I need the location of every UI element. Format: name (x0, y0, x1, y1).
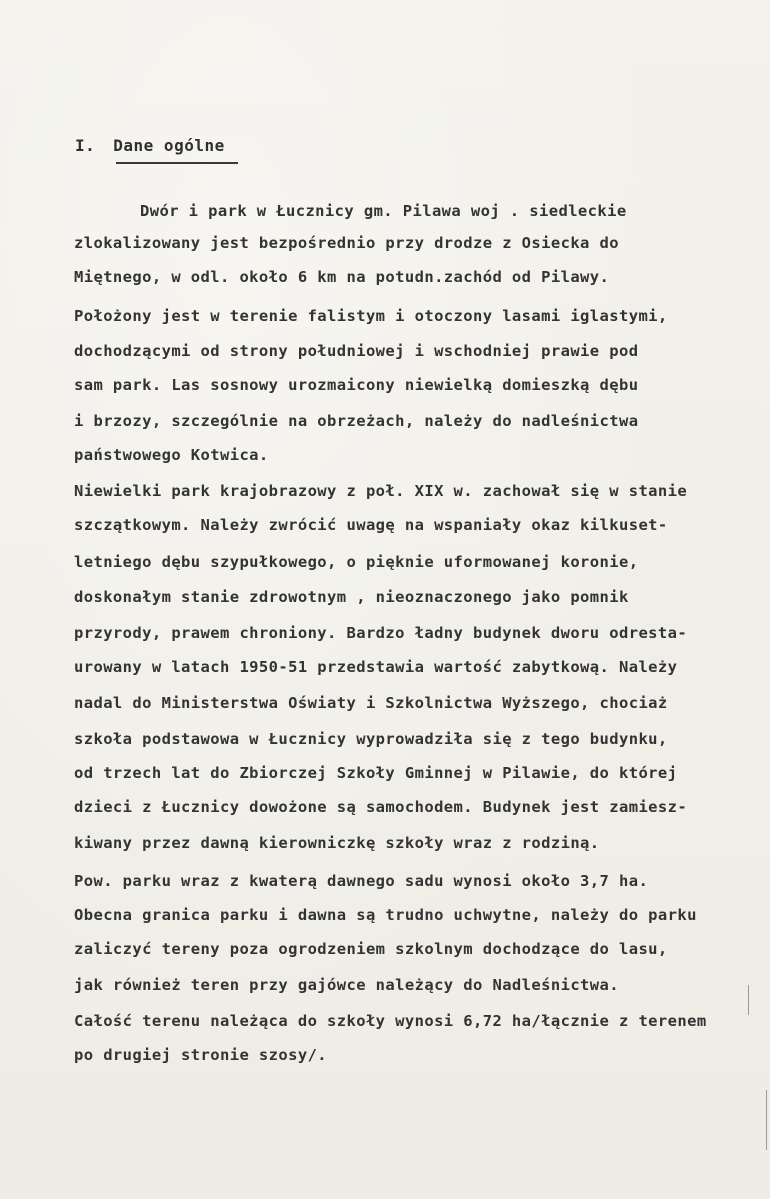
text-line: dzieci z Łucznicy dowożone są samochodem. Budynek jest zamiesz- (74, 798, 688, 816)
text-line: doskonałym stanie zdrowotnym , nieoznaczonego jako pomnik (74, 588, 629, 606)
text-line: Miętnego, w odl. około 6 km na potudn.zachód od Pilawy. (74, 268, 610, 286)
text-line: letniego dębu szypułkowego, o pięknie uformowanej koronie, (74, 553, 639, 571)
margin-mark (766, 1090, 767, 1150)
text-line: Obecna granica parku i dawna są trudno uchwytne, należy do parku (74, 906, 697, 924)
text-line: państwowego Kotwica. (74, 446, 269, 464)
text-line: Pow. parku wraz z kwaterą dawnego sadu wynosi około 3,7 ha. (74, 872, 649, 890)
section-title: Dane ogólne (113, 136, 225, 155)
text-line: zaliczyć tereny poza ogrodzeniem szkolnym dochodzące do lasu, (74, 940, 668, 958)
text-line: urowany w latach 1950-51 przedstawia wartość zabytkową. Należy (74, 658, 678, 676)
heading-underline (116, 162, 238, 164)
text-line: zlokalizowany jest bezpośrednio przy drodze z Osiecka do (74, 234, 619, 252)
text-line: jak również teren przy gajówce należący do Nadleśnictwa. (74, 976, 619, 994)
text-line: Położony jest w terenie falistym i otoczony lasami iglastymi, (74, 307, 668, 325)
text-line: nadal do Ministerstwa Oświaty i Szkolnictwa Wyższego, chociaż (74, 694, 668, 712)
text-line: Niewielki park krajobrazowy z poł. XIX w. zachował się w stanie (74, 482, 688, 500)
text-line: szczątkowym. Należy zwrócić uwagę na wspaniały okaz kilkuset- (74, 516, 668, 534)
margin-mark (748, 985, 749, 1015)
text-line: sam park. Las sosnowy urozmaicony niewielką domieszką dębu (74, 376, 639, 394)
section-heading (75, 136, 225, 155)
text-line: Całość terenu należąca do szkoły wynosi 6,72 ha/łącznie z terenem (74, 1012, 707, 1030)
text-line: szkoła podstawowa w Łucznicy wyprowadziła się z tego budynku, (74, 730, 668, 748)
text-line: i brzozy, szczególnie na obrzeżach, należy do nadleśnictwa (74, 412, 639, 430)
section-number: I. (75, 136, 96, 155)
text-line: dochodzącymi od strony południowej i wschodniej prawie pod (74, 342, 639, 360)
text-line: przyrody, prawem chroniony. Bardzo ładny budynek dworu odresta- (74, 624, 688, 642)
text-line: kiwany przez dawną kierowniczkę szkoły wraz z rodziną. (74, 834, 600, 852)
text-line: po drugiej stronie szosy/. (74, 1046, 328, 1064)
text-line: Dwór i park w Łucznicy gm. Pilawa woj . siedleckie (140, 202, 627, 220)
text-line: od trzech lat do Zbiorczej Szkoły Gminnej w Pilawie, do której (74, 764, 678, 782)
